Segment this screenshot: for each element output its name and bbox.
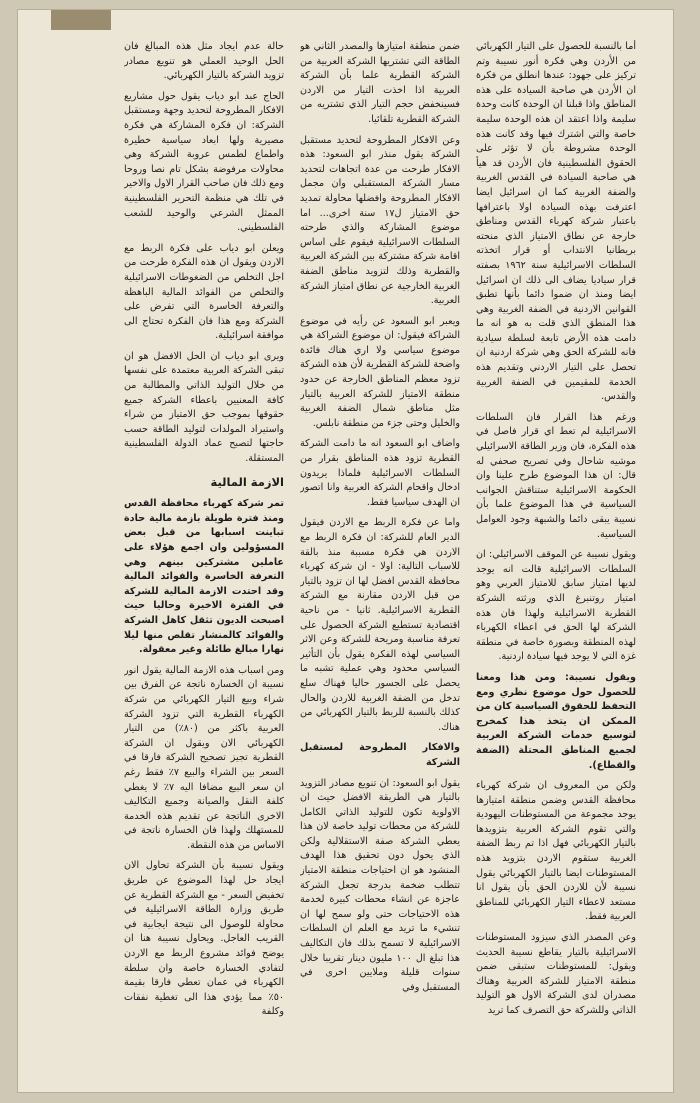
paragraph: وعن الافكار المطروحة لتحديد مستقبل الشركة يقول منذر ابو السعود: هذه الافكار طرحت من عدة اتجاهات لتحديد مسار الشركة المستقبلي وان مجمل الافكار المطروحة وافضلها محاولة تمديد حق الامتياز ل١٧ سنة اخرى... اما موضوع المشاركة والذي طرحته السلطات الاسرائيلية فيقوم على اساس اقامة شركة مشتركة بين الشركة العربية والقطرية وذلك لتزويد مناطق الضفة الغربية الخارجية عن نطاق امتياز الشركة العربية. xyxy=(300,134,460,307)
paragraph: حالة عدم ايجاد مثل هذه المبالغ فان الحل الوحيد العملي هو تنويع مصادر تزويد الشركة بالتيار الكهربائي. xyxy=(124,41,284,82)
paragraph: ويرى ابو دياب ان الحل الافضل هو ان تبقى الشركة العربية معتمدة على نفسها من خلال التوليد الذاتي والمطالبة من كافة المعنيين باعطاء الشركة جميع حقوقها بموجب حق الامتياز من شراء واستيراد المولدات لتوليد الطاقة حسب حاجتها لتصبح عماد الدولة الفلسطينية المستقلة. xyxy=(124,350,284,465)
article-columns xyxy=(122,40,636,1070)
paragraph: وعن المصدر الذي سيزود المستوطنات الاسرائيلية بالتيار يقاطع نسيبة الحديث ويقول: للمستوطنات ستبقى ضمن منطقة الامتياز للشركة العربية وهناك مصدران لدى الشركة الاول هو التوليد الذاتي وللشركة حق التصرف كما تريد xyxy=(476,932,636,1016)
paragraph: ويقول نسيبة: ومن هذا ومعنا للحصول حول موضوع نظري ومع التحفظ للحقوق السياسية كان من الممكن ان يتخذ هذا كمخرج لتوسيع خدمات الشركة العربية لجميع المناطق المحتلة (الضفة والقطاع). xyxy=(476,671,636,771)
paragraph: ولكن من المعروف ان شركة كهرباء محافظة القدس وضمن منطقة امتيازها يوجد مجموعة من المستوطنات اليهودية والتي تقوم الشركة العربية بتزويدها بالتيار الكهربائي فهل اذا تم ربط الضفة الغربية ستقوم الاردن بتزويد هذه المستوطنات ايضا بالتيار الكهربائي يقول نسيبة لأن للاردن الحق بأن يقول انا مستعد لاعطاء التيار الكهربائي للمناطق العربية فقط. xyxy=(476,780,636,923)
paragraph: ويقول نسيبة بأن الشركة تحاول الان ايجاد حل لهذا الموضوع عن طريق تخفيض السعر - مع الشركة القطرية عن طريق وزارة الطاقة الاسرائيلية في محاولة للوصول الى نتيجة ايجابية في القريب العاجل. ويحاول نسيبة هنا ان يوضح فوائد مشروع الربط مع الاردن لتفادي الخسارة خاصة وان سلطة الكهرباء في عمان تعطي فارقا بقيمة ٥٠٪ مما يؤدي هذا الى تغطية نفقات وكلفة xyxy=(124,860,284,1018)
paragraph: ويقول نسيبة عن الموقف الاسرائيلي: ان السلطات الاسرائيلية قالت انه يوجد لديها امتياز سابق للامتياز العربي وهو امتياز روتنبرغ الذي ورثته الشركة القطرية الاسرائيلية ولهذا فان هذه الشركة لها الحق في اعطاء الكهرباء لهذه المنطقة وبصورة خاصة في منطقة غزة التي لا يوجد فيها سيادة اردنية. xyxy=(476,549,636,663)
column-middle xyxy=(300,40,460,1070)
archive-tab xyxy=(51,10,111,30)
subheading: والافكار المطروحة لمستقبل الشركة xyxy=(300,742,460,768)
section-heading: الازمة المالية xyxy=(210,474,284,489)
paragraph: أما بالنسبة للحصول على التيار الكهربائي من الأردن وهي فكرة أنور نسيبة وتم تركيز على جهود: عندها انطلق من فكرة ان الأردن هي صاحبة السيادة على هذه المناطق واذا قبلنا ان الوحدة كانت وحدة سليمة واذا اعتقد ان هذه الوحدة سليمة خاصة والتي اشترك فيها وقد كانت هذه الوحدة مشروطة بأن لا تؤثر على الحقوق الفلسطينية فان الأردن قد هيأ هي صاحبة السيادة في القدس الغربية والضفة الغربية كما ان اسرائيل ايضا اعترفت بهذه السيادة اولا باعترافها باعتبار شركة كهرباء القدس ومناطق خارجة عن نطاق الامتياز الذي منحته بريطانيا الانتداب أو قرار اتخذته السلطات الاسرائيلية سنة ١٩٦٢ بصفته قرار سياديا يضاف الى ذلك ان اسرائيل ايضا ومنذ ان ضموا دائما بأنها تطبق القوانين الاردنية في الضفة الغربية وهي هذا المنطق الذي قلت به هو انه ما دامت هذه الأرض تابعة لسلطة سيادية فانه للشركة الحق وهي شركة اردنية ان تحصل على التيار الاردني وتقديم هذه الخدمة للمقيمين في الضفة الغربية والقدس. xyxy=(476,41,636,403)
paragraph: ويعبر ابو السعود عن رأيه في موضوع الشراكة فيقول: ان موضوع الشراكة هي موضوع سياسي ولا اري هناك فائدة واضحة للشركة القطرية لأن هذه الشركة تزود معظم المناطق الخارجة عن حدود منطقة الامتياز للشركة العربية بالتيار مثل مناطق شمال الضفة الغربية والخليل وحتى جزء من منطقة نابلس. xyxy=(300,315,460,429)
paragraph: ضمن منطقة امتيازها والمصدر الثاني هو الطاقة التي تشتريها الشركة العربية من الشركة القطرية علما بأن الشركة العربية اذا اخذت التيار من الاردن فسينخفض حجم التيار الذي تشتريه من الشركة القطرية تلقائيا. xyxy=(300,41,460,125)
newspaper-clipping xyxy=(18,10,673,1092)
paragraph: ورغم هذا القرار فان السلطات الاسرائيلية لم تعط اي قرار فاصل في هذه الفكرة، فان وزير الطاقة الاسرائيلي موشيه شاحال وفي تصريح صحفي له قال: ان هذا الموضوع طرح علينا وان الحكومة الاسرائيلية ستناقش الجوانب السياسية في هذا الموضوع علما بأن نسيبة يبقى دائما والشبهة وجود العوامل السياسية. xyxy=(476,411,636,540)
paragraph: واضاف ابو السعود انه ما دامت الشركة القطرية تزود هذه المناطق بقرار من السلطات الاسرائيلية فلماذا يريدون ادخال واقحام الشركة العربية وانا اتصور ان الهدف سياسيا فقط. xyxy=(300,438,460,508)
paragraph: يقول ابو السعود: ان تنويع مصادر التزويد بالتيار هي الطريقة الافضل حيث ان الاولوية تكون للتوليد الذاتي الكامل للشركة من محطات توليد خاصة لان هذا يعطي الشركة صفة الاستقلالية ولكن الذي يحول دون تحقيق هذا الهدف المنشود هو ان احتياجات منطقة الامتياز تتطلب ضخمة بدرجة تجعل الشركة عاجزة عن انشاء محطات كبيرة لخدمة هذه الاحتياجات حتى ولو سمح لها ان تنشيء ما تريد مع العلم ان السلطات الاسرائيلية لا تسمح بذلك فان التكاليف هذا تبلغ ال ١٠٠ مليون دينار تقريبا خلال سنوات قليلة وملايين اخرى في المستقبل وفي xyxy=(300,777,460,993)
paragraph: الحاج عبد ابو دياب يقول حول مشاريع الافكار المطروحة لتحديد وجهة ومستقبل الشركة: ان فكرة المشاركة هي فكرة مصيرية ولها ابعاد سياسية خطيرة واطماع لطمس عروبة الشركة وهي محاولات مرفوضة بشكل تام نصا وروحا ومع ذلك فان صاحب القرار الاول والاخير في تلك هي منظمة التحرير الفلسطينية الممثل الشرعي والوحيد للشعب الفلسطيني. xyxy=(124,90,284,234)
paragraph: ومن اسباب هذه الازمة المالية يقول انور نسيبة ان الخسارة ناتجة عن الفرق بين شراء وبيع التيار الكهربائي من شركة الكهرباء القطرية التي تزود الشركة العربية باكثر من (٨٠٪) من التيار الكهربائي الان ويقول ان الشركة القطرية تجيز تصحيح الشركة فارقا في السعر بين الشراء والبيع ٧٪ فقط رغم ان سعر البيع مضافا اليه ٧٪ لا يغطي كلفة النقل والصيانة وجميع التكاليف الاخرى الناتجة عن تقديم هذه الخدمة للمستهلك ولهذا فان الخسارة ناتجة في الاساس من هذه النقطة. xyxy=(124,664,284,851)
column-right xyxy=(476,40,636,1070)
paragraph: ويعلن ابو دياب على فكرة الربط مع الاردن ويقول ان هذه الفكرة طرحت من اجل التخلص من الضغوطات الاسرائيلية والتخلص من الفوائد المالية الباهظة والتعرفة الخاسرة التي تفرض على الشركة ومع هذا فان الفكرة تحتاج الى موافقة اسرائيلية. xyxy=(124,242,284,342)
column-left xyxy=(124,40,284,1070)
paragraph: واما عن فكرة الربط مع الاردن فيقول الدير العام للشركة: ان فكرة الربط مع الاردن هي فكرة مسببة منذ بالقة للاسباب التالية: اولا - ان شركة كهرباء محافظة القدس افضل لها ان تزود بالتيار من قبل الاردن مقارنة مع الشركة القطرية الاسرائيلية. ثانيا - من ناحية اقتصادية تستطيع الشركة الحصول على تعرفة مناسبة ومريحة للشركة وعن الاثر السياسي لهذه الفكرة يقول بأن التأثير السياسي محدود وهي عملية تشبه ما يحصل على الجسور حاليا فهناك سلع تدخل من الضفة الغربية للاردن والحال كذلك بالنسبة للربط بالتيار الكهربائي من هناك. xyxy=(300,517,460,733)
paragraph: تمر شركة كهرباء محافظة القدس ومنذ فترة طويلة بازمة مالية حادة تباينت اسبابها من قبل بعض المسؤولين وان اجمع هؤلاء على عاملين مشتركين بينهم وهي التعرفة الخاسرة والفوائد المالية وقد احتدت الازمة المالية للشركة في الفترة الاخيرة وحاليا حيث اصبحت الديون تثقل كاهل الشركة والفوائد كالمنشار تقلص منها ليلا نهارا مبالغ طائلة وغير معقولة. xyxy=(124,498,284,656)
